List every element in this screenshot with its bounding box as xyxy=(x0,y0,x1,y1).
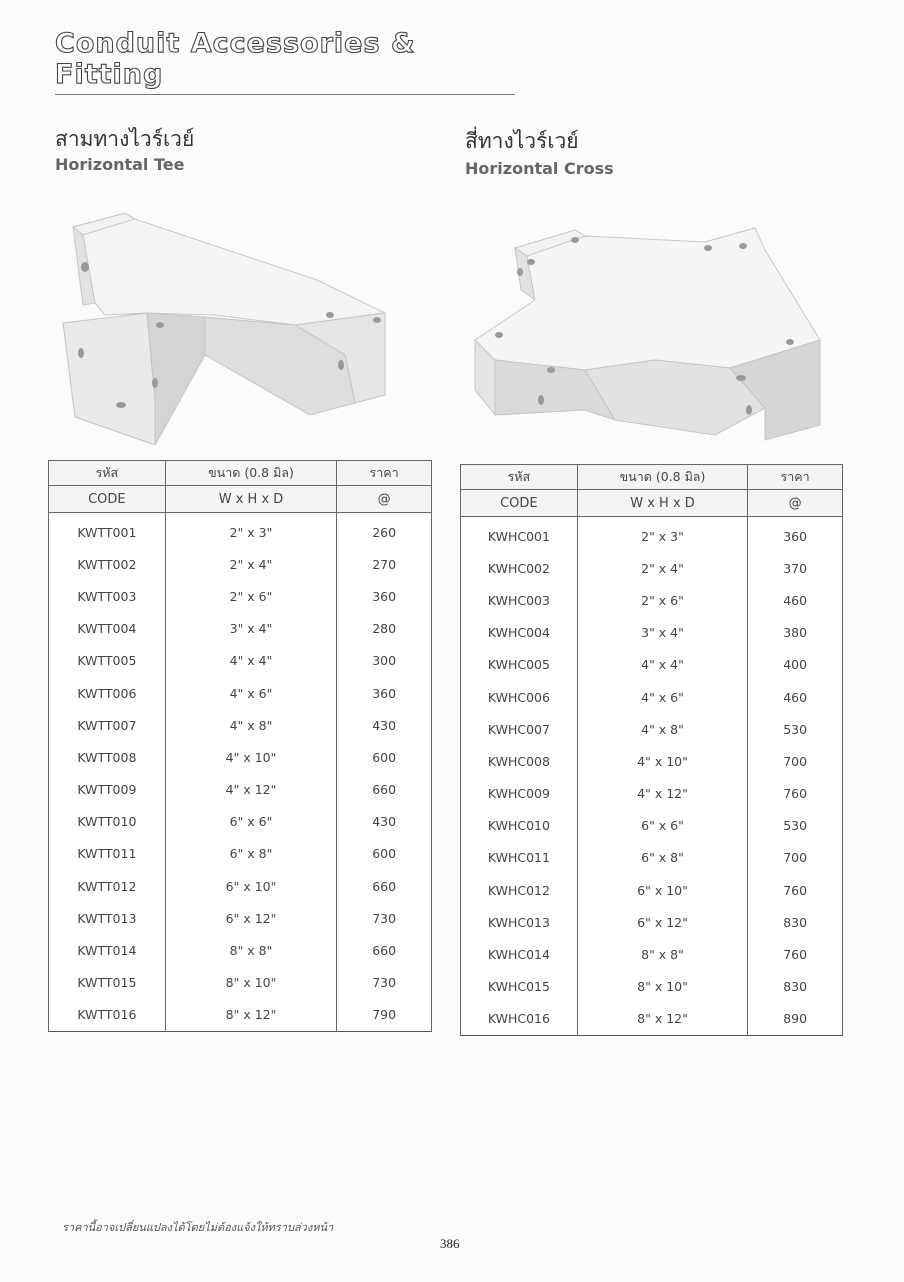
cell-price: 730 xyxy=(337,967,432,999)
cell-size: 6" x 10" xyxy=(165,870,336,902)
cell-size: 6" x 6" xyxy=(165,806,336,838)
table-row xyxy=(49,580,432,612)
tee-title-english: Horizontal Tee xyxy=(55,155,185,174)
cell-price: 660 xyxy=(337,774,432,806)
cell-size: 6" x 12" xyxy=(577,906,747,938)
cell-price: 360 xyxy=(337,677,432,709)
cross-title-thai: สี่ทางไวร์เวย์ xyxy=(465,129,579,153)
horizontal-tee-rows xyxy=(49,513,432,1032)
table-row xyxy=(49,967,432,999)
table-row xyxy=(461,971,843,1003)
table-row xyxy=(461,649,843,681)
cell-price: 890 xyxy=(748,1003,843,1036)
cell-size: 8" x 12" xyxy=(577,1003,747,1036)
table-row xyxy=(461,713,843,745)
col-header-size-th: ขนาด (0.8 มิล) xyxy=(165,461,336,486)
cell-price: 260 xyxy=(337,513,432,549)
col-header-price: @ xyxy=(337,486,432,513)
cell-code: KWHC010 xyxy=(461,810,578,842)
cell-code: KWTT003 xyxy=(49,580,166,612)
table-row xyxy=(49,741,432,773)
cell-code: KWHC007 xyxy=(461,713,578,745)
horizontal-cross-rows xyxy=(461,517,843,1036)
table-row xyxy=(461,584,843,616)
cell-size: 6" x 8" xyxy=(577,842,747,874)
cell-size: 8" x 12" xyxy=(165,999,336,1032)
cell-price: 830 xyxy=(748,971,843,1003)
cell-code: KWTT014 xyxy=(49,934,166,966)
table-header-thai xyxy=(49,461,432,486)
cell-code: KWTT009 xyxy=(49,774,166,806)
cell-code: KWHC016 xyxy=(461,1003,578,1036)
col-header-price: @ xyxy=(748,490,843,517)
cell-size: 2" x 3" xyxy=(577,517,747,553)
cell-price: 790 xyxy=(337,999,432,1032)
cell-price: 760 xyxy=(748,778,843,810)
cell-code: KWTT013 xyxy=(49,902,166,934)
cell-code: KWTT008 xyxy=(49,741,166,773)
cell-size: 6" x 8" xyxy=(165,838,336,870)
table-row xyxy=(49,613,432,645)
cell-price: 760 xyxy=(748,938,843,970)
tee-title-thai: สามทางไวร์เวย์ xyxy=(55,127,195,151)
cell-price: 360 xyxy=(748,517,843,553)
table-row xyxy=(461,517,843,553)
cell-code: KWTT005 xyxy=(49,645,166,677)
cell-code: KWTT007 xyxy=(49,709,166,741)
cell-size: 4" x 6" xyxy=(165,677,336,709)
cell-code: KWHC015 xyxy=(461,971,578,1003)
col-header-code-th: รหัส xyxy=(461,465,578,490)
cell-price: 600 xyxy=(337,741,432,773)
page-title: Conduit Accessories & Fitting xyxy=(55,28,515,95)
cell-size: 6" x 6" xyxy=(577,810,747,842)
cell-code: KWTT012 xyxy=(49,870,166,902)
table-header-english xyxy=(49,486,432,513)
table-row xyxy=(49,934,432,966)
cell-price: 830 xyxy=(748,906,843,938)
cell-price: 700 xyxy=(748,745,843,777)
cell-code: KWHC006 xyxy=(461,681,578,713)
cell-price: 430 xyxy=(337,709,432,741)
table-row xyxy=(461,906,843,938)
table-row xyxy=(49,513,432,549)
cell-code: KWTT010 xyxy=(49,806,166,838)
cell-size: 6" x 12" xyxy=(165,902,336,934)
cell-price: 660 xyxy=(337,870,432,902)
col-header-price-th: ราคา xyxy=(337,461,432,486)
cell-size: 8" x 10" xyxy=(577,971,747,1003)
cell-size: 4" x 8" xyxy=(165,709,336,741)
col-header-size: W x H x D xyxy=(577,490,747,517)
horizontal-tee-image xyxy=(55,205,395,445)
cell-price: 530 xyxy=(748,713,843,745)
cell-size: 8" x 8" xyxy=(165,934,336,966)
table-row xyxy=(49,806,432,838)
table-row xyxy=(461,778,843,810)
cell-code: KWTT016 xyxy=(49,999,166,1032)
table-row xyxy=(461,552,843,584)
cell-price: 360 xyxy=(337,580,432,612)
cell-size: 8" x 10" xyxy=(165,967,336,999)
cell-price: 430 xyxy=(337,806,432,838)
page-number: 386 xyxy=(440,1236,460,1251)
cell-code: KWHC001 xyxy=(461,517,578,553)
table-row xyxy=(49,774,432,806)
cell-size: 4" x 12" xyxy=(577,778,747,810)
col-header-size: W x H x D xyxy=(165,486,336,513)
col-header-code: CODE xyxy=(49,486,166,513)
cell-code: KWHC012 xyxy=(461,874,578,906)
cell-size: 2" x 4" xyxy=(165,548,336,580)
table-row xyxy=(461,681,843,713)
cell-price: 280 xyxy=(337,613,432,645)
cell-price: 460 xyxy=(748,681,843,713)
horizontal-cross-price-table xyxy=(460,464,843,1036)
cell-price: 530 xyxy=(748,810,843,842)
table-row xyxy=(461,938,843,970)
col-header-code: CODE xyxy=(461,490,578,517)
cell-code: KWHC004 xyxy=(461,617,578,649)
cell-size: 2" x 6" xyxy=(165,580,336,612)
cell-code: KWTT002 xyxy=(49,548,166,580)
cell-code: KWTT004 xyxy=(49,613,166,645)
table-header-english xyxy=(461,490,843,517)
cell-code: KWHC013 xyxy=(461,906,578,938)
table-row xyxy=(461,810,843,842)
col-header-size-th: ขนาด (0.8 มิล) xyxy=(577,465,747,490)
cell-price: 730 xyxy=(337,902,432,934)
cell-size: 4" x 8" xyxy=(577,713,747,745)
cell-code: KWTT015 xyxy=(49,967,166,999)
cell-size: 4" x 12" xyxy=(165,774,336,806)
table-row xyxy=(49,548,432,580)
price-disclaimer-note: ราคานี้อาจเปลี่ยนแปลงได้โดยไม่ต้องแจ้งให้ทราบล่วงหน้า xyxy=(62,1221,334,1234)
cell-size: 6" x 10" xyxy=(577,874,747,906)
table-row xyxy=(461,617,843,649)
horizontal-cross-image xyxy=(465,220,825,445)
table-row xyxy=(461,745,843,777)
cell-price: 370 xyxy=(748,552,843,584)
cell-size: 8" x 8" xyxy=(577,938,747,970)
cell-code: KWTT001 xyxy=(49,513,166,549)
cross-title-english: Horizontal Cross xyxy=(465,159,614,178)
cell-price: 400 xyxy=(748,649,843,681)
cell-size: 2" x 6" xyxy=(577,584,747,616)
cell-size: 4" x 10" xyxy=(165,741,336,773)
cell-price: 760 xyxy=(748,874,843,906)
cell-price: 700 xyxy=(748,842,843,874)
col-header-code-th: รหัส xyxy=(49,461,166,486)
cell-price: 270 xyxy=(337,548,432,580)
cell-code: KWHC005 xyxy=(461,649,578,681)
table-header-thai xyxy=(461,465,843,490)
table-row xyxy=(461,842,843,874)
cell-size: 2" x 4" xyxy=(577,552,747,584)
table-row xyxy=(49,838,432,870)
cell-code: KWTT006 xyxy=(49,677,166,709)
table-row xyxy=(49,645,432,677)
cell-code: KWHC002 xyxy=(461,552,578,584)
cell-price: 300 xyxy=(337,645,432,677)
cell-size: 4" x 4" xyxy=(165,645,336,677)
table-row xyxy=(49,902,432,934)
cell-size: 2" x 3" xyxy=(165,513,336,549)
cell-size: 4" x 10" xyxy=(577,745,747,777)
cell-price: 380 xyxy=(748,617,843,649)
cell-price: 660 xyxy=(337,934,432,966)
cell-code: KWHC008 xyxy=(461,745,578,777)
col-header-price-th: ราคา xyxy=(748,465,843,490)
cell-price: 600 xyxy=(337,838,432,870)
cell-code: KWHC009 xyxy=(461,778,578,810)
cell-size: 3" x 4" xyxy=(165,613,336,645)
cell-code: KWHC014 xyxy=(461,938,578,970)
table-row xyxy=(461,1003,843,1036)
table-row xyxy=(461,874,843,906)
cell-price: 460 xyxy=(748,584,843,616)
table-row xyxy=(49,709,432,741)
table-row xyxy=(49,999,432,1032)
cell-code: KWHC011 xyxy=(461,842,578,874)
cell-size: 4" x 6" xyxy=(577,681,747,713)
table-row xyxy=(49,870,432,902)
cell-size: 3" x 4" xyxy=(577,617,747,649)
horizontal-tee-price-table xyxy=(48,460,432,1032)
cell-code: KWHC003 xyxy=(461,584,578,616)
cell-size: 4" x 4" xyxy=(577,649,747,681)
cell-code: KWTT011 xyxy=(49,838,166,870)
table-row xyxy=(49,677,432,709)
